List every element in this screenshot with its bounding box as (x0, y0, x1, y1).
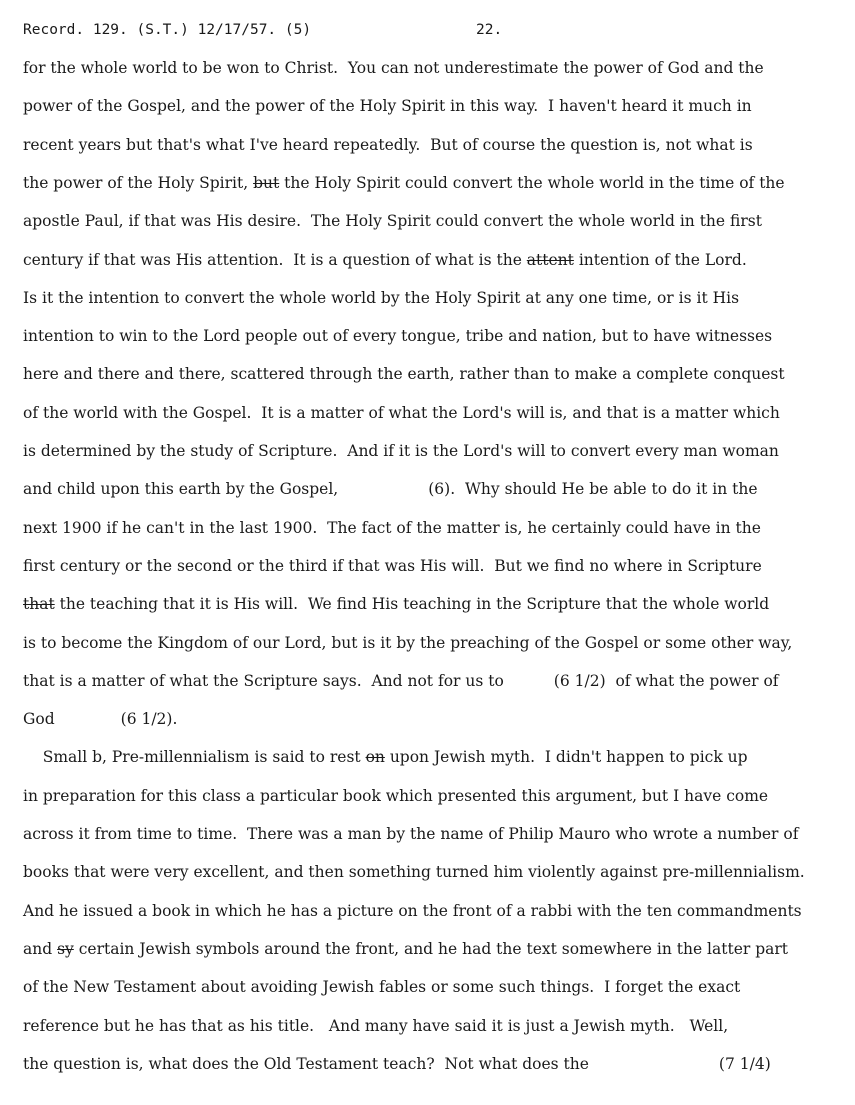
text-line (23, 633, 792, 653)
text-line (23, 364, 785, 384)
text-line (23, 824, 798, 844)
text-line (23, 250, 747, 270)
text-line (23, 939, 788, 959)
text-line (23, 862, 805, 882)
line-text: is to become the Kingdom of our Lord, but is it by the preaching of the Gospel or some other way, (23, 633, 793, 652)
line-text: is determined by the study of Scripture. And if it is the Lord's will to convert every man woman (23, 442, 779, 460)
text-line (23, 518, 761, 538)
text-line (23, 288, 739, 308)
text-line (23, 58, 764, 78)
struck-word: on (365, 748, 385, 767)
line-text: the power of the Holy Spirit, (23, 173, 254, 192)
text-line (23, 211, 762, 231)
line-text: of the New Testament about avoiding Jewish fables or some such things. I forget the exact (23, 978, 741, 997)
line-text: and (23, 939, 58, 958)
line-text: for the whole world to be won to Christ. You can not underestimate the power of God and the (23, 59, 764, 77)
line-text: upon Jewish myth. I didn't happen to pick up (384, 748, 748, 767)
struck-word: that (23, 595, 55, 614)
text-line (23, 671, 779, 691)
line-text: first century or the second or the third if that was His will. But we find no where in Scripture (23, 556, 762, 575)
text-line (23, 901, 802, 921)
line-text: And he issued a book in which he has a picture on the front of a rabbi with the ten commandments (23, 901, 802, 920)
line-text: certain Jewish symbols around the front, and he had the text somewhere in the latter part (73, 939, 789, 958)
page-number: 22. (476, 22, 503, 38)
line-text: and child upon this earth by the Gospel, (23, 480, 339, 499)
line-text: Small b, Pre-millennialism is said to rest (23, 748, 366, 767)
text-line (23, 977, 740, 997)
line-text: Is it the intention to convert the whole world by the Holy Spirit at any one time, or is it His (23, 288, 740, 307)
text-line (23, 1054, 771, 1074)
text-line (23, 1016, 728, 1036)
struck-word: but (253, 173, 280, 192)
line-text: the Holy Spirit could convert the whole world in the time of the (279, 173, 785, 192)
struck-word: attent (526, 250, 574, 269)
text-line (23, 173, 785, 193)
line-text: recent years but that's what I've heard repeatedly. But of course the question is, not what is (23, 135, 753, 154)
text-line (23, 709, 177, 729)
line-text: reference but he has that as his title. And many have said it is just a Jewish myth. Well, (23, 1016, 729, 1035)
line-text: apostle Paul, if that was His desire. The Holy Spirit could convert the whole world in the first (23, 212, 762, 231)
line-text: next 1900 if he can't in the last 1900. The fact of the matter is, he certainly could have in the (23, 518, 761, 537)
line-text: intention to win to the Lord people out of every tongue, tribe and nation, but to have witnesses (23, 327, 773, 346)
text-line (23, 594, 769, 614)
text-line (23, 326, 772, 346)
line-text: across it from time to time. There was a man by the name of Philip Mauro who wrote a number of (23, 825, 799, 843)
text-line (23, 556, 762, 576)
text-line (23, 786, 768, 806)
line-text: (7 1/4) (718, 1054, 771, 1073)
line-text: (6 1/2). (120, 710, 178, 729)
line-text: power of the Gospel, and the power of the Holy Spirit in this way. I haven't heard it much in (23, 97, 752, 116)
record-header: Record. 129. (S.T.) 12/17/57. (5) (23, 22, 312, 38)
line-text: century if that was His attention. It is a question of what is the (23, 250, 527, 269)
line-text: (6 1/2) of what the power of (553, 671, 779, 690)
line-text: God (23, 710, 55, 729)
line-text: in preparation for this class a particular book which presented this argument, but I have come (23, 786, 769, 805)
line-text: here and there and there, scattered through the earth, rather than to make a complete conquest (23, 365, 785, 384)
struck-word: sy (57, 939, 74, 958)
text-line (23, 403, 780, 423)
line-text: books that were very excellent, and then something turned him violently against pre-millennialism. (23, 863, 805, 882)
line-text: the teaching that it is His will. We find His teaching in the Scripture that the whole world (54, 595, 770, 614)
line-text: (6). Why should He be able to do it in the (428, 480, 758, 499)
line-text: of the world with the Gospel. It is a matter of what the Lord's will is, and that is a matter which (23, 403, 780, 422)
text-line (23, 747, 748, 767)
text-line (23, 96, 752, 116)
line-text: that is a matter of what the Scripture says. And not for us to (23, 671, 504, 690)
text-line (23, 479, 758, 499)
text-line (23, 135, 753, 155)
text-line (23, 441, 779, 461)
line-text: intention of the Lord. (573, 250, 747, 269)
line-text: the question is, what does the Old Testament teach? Not what does the (23, 1054, 589, 1073)
